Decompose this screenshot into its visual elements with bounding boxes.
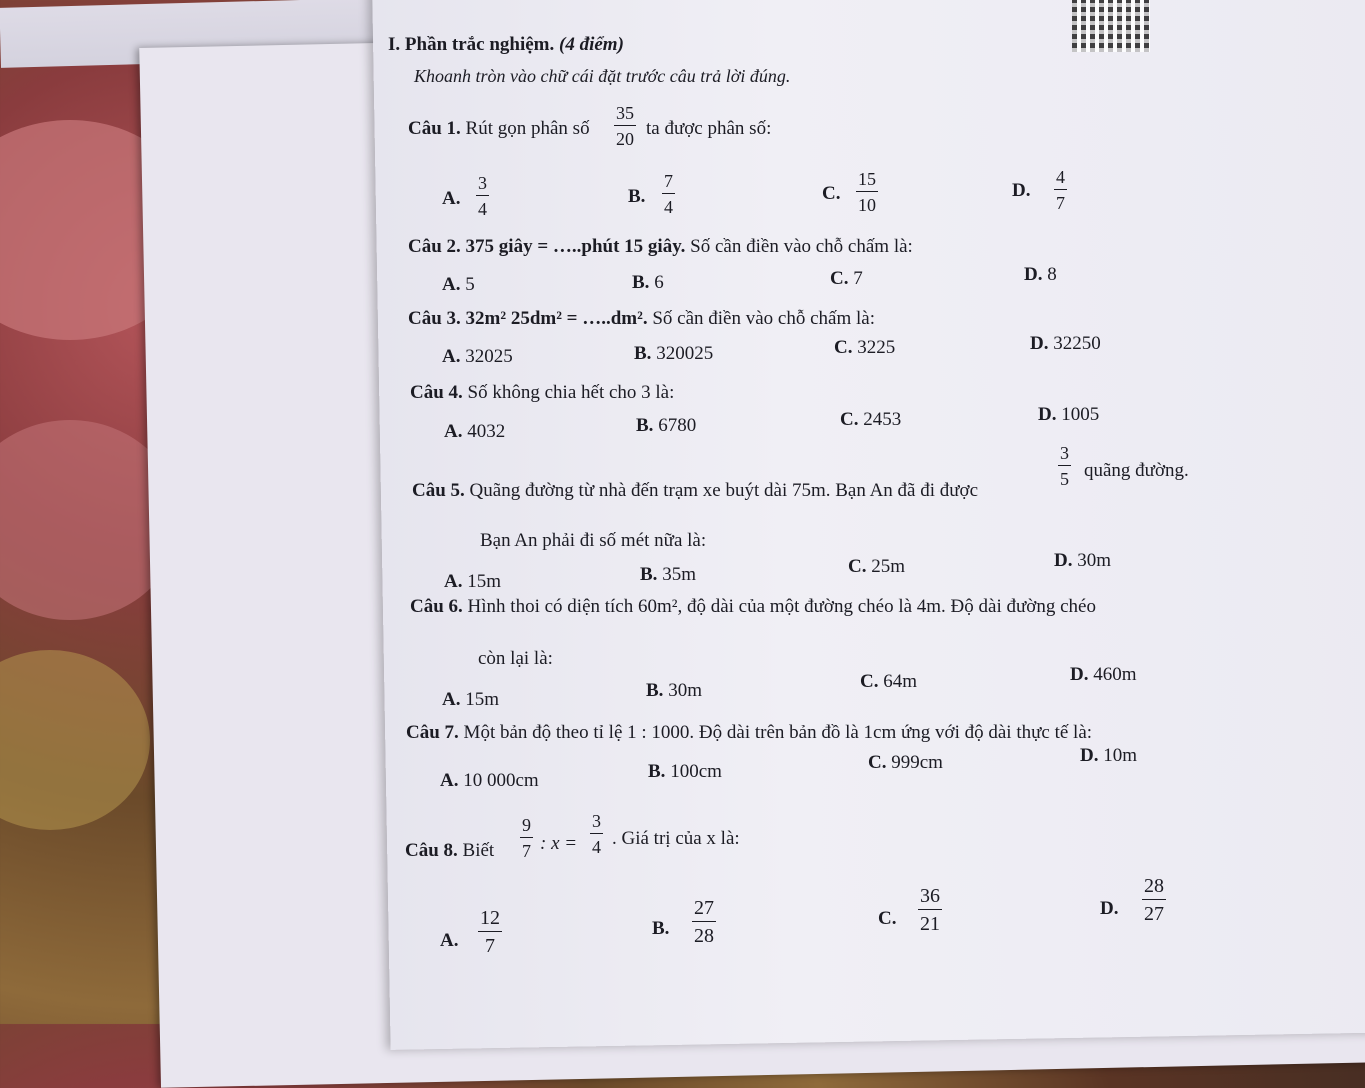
q1-option-b-value: 7 4 [664,171,673,217]
q5-option-d[interactable]: D. 30m [1054,550,1112,571]
question-6: Câu 6. Hình thoi có diện tích 60m², độ dài của một đường chéo là 4m. Độ dài đường chéo [410,596,1096,617]
question-2: Câu 2. 375 giây = …..phút 15 giây. Số cần điền vào chỗ chấm là: [408,236,913,257]
question-1: Câu 1. Rút gọn phân số [408,118,590,139]
q7-option-d[interactable]: D. 10m [1080,745,1138,766]
q8-text-after: . Giá trị của x là: [612,828,740,849]
q8-option-b-value: 27 28 [694,897,714,947]
q8-option-b[interactable]: B. [652,918,670,939]
qr-code [1072,0,1150,52]
q8-fraction-2: 3 4 [592,811,601,857]
q4-option-d[interactable]: D. 1005 [1038,404,1100,425]
q1-option-c-value: 15 10 [858,169,876,215]
q3-option-c[interactable]: C. 3225 [834,337,896,358]
q6-option-b[interactable]: B. 30m [646,680,702,701]
q3-option-b[interactable]: B. 320025 [634,343,714,364]
q7-option-c[interactable]: C. 999cm [868,752,943,773]
section-title: I. Phần trắc nghiệm. (4 điểm) [388,34,624,55]
q4-option-a[interactable]: A. 4032 [444,421,506,442]
q8-option-d[interactable]: D. [1100,898,1119,919]
question-8: Câu 8. Biết [405,840,495,861]
q7-option-a[interactable]: A. 10 000cm [440,770,539,791]
instruction: Khoanh tròn vào chữ cái đặt trước câu trả lời đúng. [414,66,791,86]
exam-paper [372,0,1365,1050]
q8-option-d-value: 28 27 [1144,875,1164,925]
q5-option-c[interactable]: C. 25m [848,556,906,577]
q1-option-a[interactable]: A. [442,188,461,209]
q6-option-a[interactable]: A. 15m [442,689,500,710]
question-4: Câu 4. Số không chia hết cho 3 là: [410,382,675,403]
q1-option-c[interactable]: C. [822,183,841,204]
q1-text-after: ta được phân số: [646,118,772,139]
q4-option-c[interactable]: C. 2453 [840,409,902,430]
q1-option-d-value: 4 7 [1056,167,1065,213]
q7-option-b[interactable]: B. 100cm [648,761,722,782]
q6-line2: còn lại là: [478,648,553,669]
q2-option-b[interactable]: B. 6 [632,272,664,293]
q8-option-c[interactable]: C. [878,908,897,929]
rug-flower [0,650,150,830]
q8-mid: : x = [540,833,578,854]
question-5: Câu 5. Quãng đường từ nhà đến trạm xe buýt dài 75m. Bạn An đã đi được [412,480,979,501]
question-3: Câu 3. 32m² 25dm² = …..dm². Số cần điền vào chỗ chấm là: [408,308,875,329]
q6-option-d[interactable]: D. 460m [1070,664,1137,685]
q5-fraction: 3 5 [1060,443,1069,489]
q4-option-b[interactable]: B. 6780 [636,415,697,436]
q8-option-a[interactable]: A. [440,930,459,951]
q3-option-a[interactable]: A. 32025 [442,346,513,367]
q2-option-a[interactable]: A. 5 [442,274,475,295]
q2-option-d[interactable]: D. 8 [1024,264,1057,285]
q8-fraction-1: 9 7 [522,815,531,861]
q5-text-after: quãng đường. [1084,460,1189,481]
q1-option-d[interactable]: D. [1012,180,1031,201]
q5-option-a[interactable]: A. 15m [444,571,502,592]
q1-option-b[interactable]: B. [628,186,646,207]
q8-option-c-value: 36 21 [920,885,940,935]
q1-option-a-value: 3 4 [478,173,487,219]
q8-option-a-value: 12 7 [480,907,500,957]
q5-option-b[interactable]: B. 35m [640,564,696,585]
q3-option-d[interactable]: D. 32250 [1030,333,1101,354]
q1-fraction: 35 20 [616,103,634,149]
q6-option-c[interactable]: C. 64m [860,671,918,692]
q5-line2: Bạn An phải đi số mét nữa là: [480,530,707,551]
q2-option-c[interactable]: C. 7 [830,268,863,289]
question-7: Câu 7. Một bản độ theo tỉ lệ 1 : 1000. Độ dài trên bản đồ là 1cm ứng với độ dài thực tế là: [406,722,1093,743]
